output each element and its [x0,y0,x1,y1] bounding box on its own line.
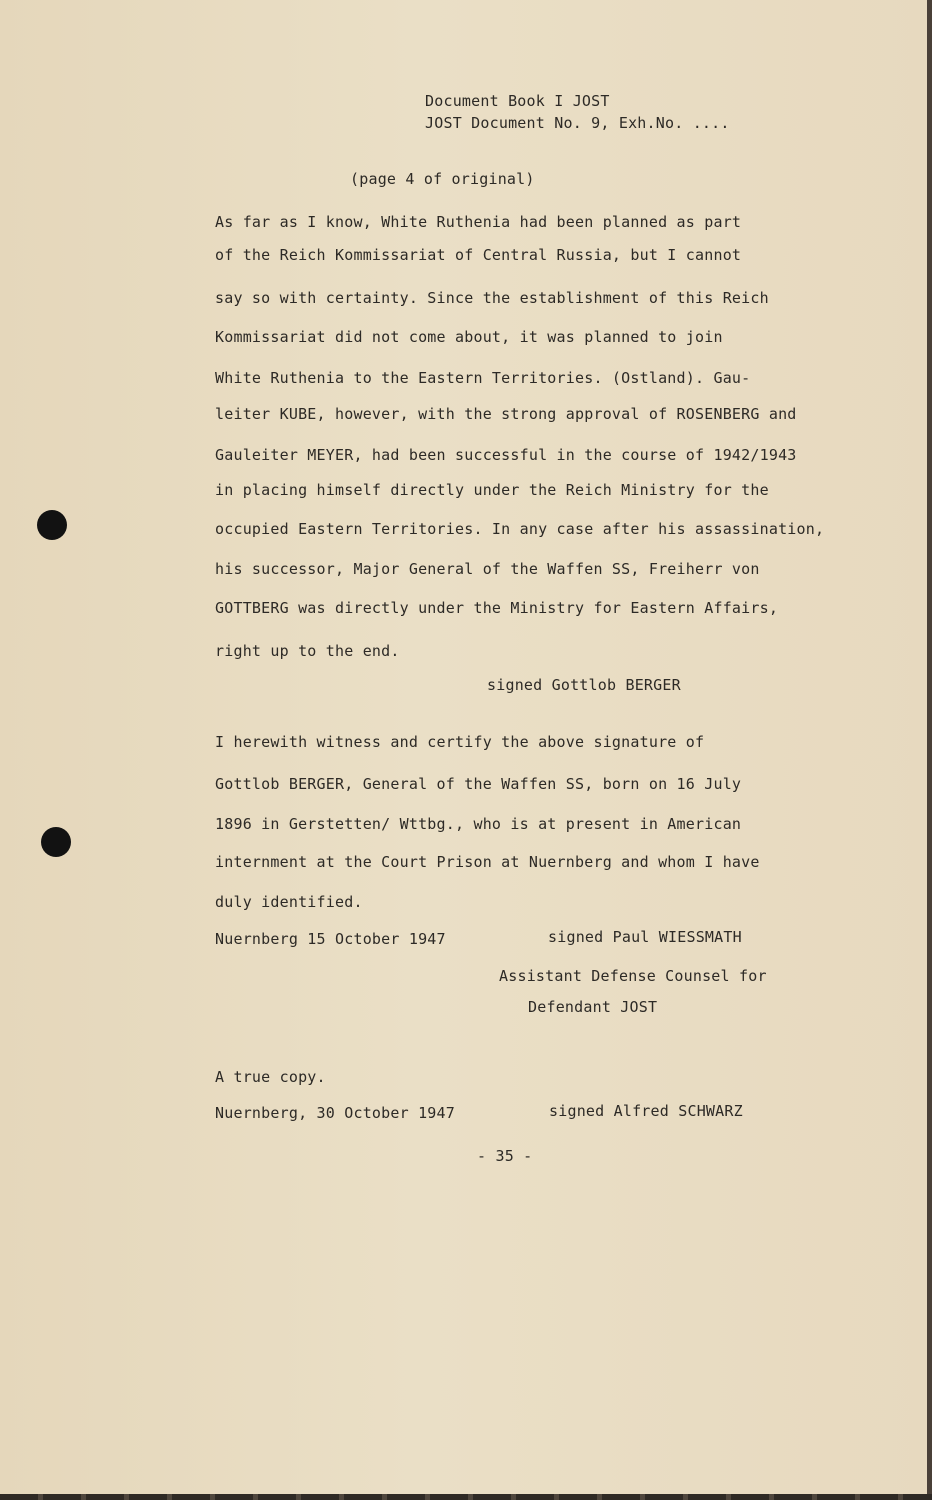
page-number: - 35 - [477,1147,533,1165]
body-line: in placing himself directly under the Reich Ministry for the [215,481,769,499]
witness-line: internment at the Court Prison at Nuernberg and whom I have [215,853,760,871]
punch-hole-icon [37,510,67,540]
counsel-title: Assistant Defense Counsel for [499,967,767,985]
exhibit-header: JOST Document No. 9, Exh.No. .... [425,114,730,132]
body-line: right up to the end. [215,642,400,660]
body-line: say so with certainty. Since the establishment of this Reich [215,289,769,307]
page-right-edge [927,0,932,1500]
witness-date: Nuernberg 15 October 1947 [215,930,446,948]
defendant-title: Defendant JOST [528,998,658,1016]
body-line: As far as I know, White Ruthenia had been planned as part [215,213,742,231]
body-line: occupied Eastern Territories. In any case after his assassination, [215,520,825,538]
copy-date: Nuernberg, 30 October 1947 [215,1104,455,1122]
body-line: Gauleiter MEYER, had been successful in the course of 1942/1943 [215,446,797,464]
witness-signature: signed Paul WIESSMATH [548,928,742,946]
punch-hole-icon [41,827,71,857]
body-line: of the Reich Kommissariat of Central Russia, but I cannot [215,246,742,264]
body-line: leiter KUBE, however, with the strong approval of ROSENBERG and [215,405,797,423]
witness-line: I herewith witness and certify the above signature of [215,733,705,751]
body-line: his successor, Major General of the Waffen SS, Freiherr von [215,560,760,578]
body-line: GOTTBERG was directly under the Ministry for Eastern Affairs, [215,599,779,617]
berger-signature: signed Gottlob BERGER [487,676,681,694]
copy-signature: signed Alfred SCHWARZ [549,1102,743,1120]
body-line: White Ruthenia to the Eastern Territories. (Ostland). Gau- [215,369,751,387]
body-line: Kommissariat did not come about, it was planned to join [215,328,723,346]
witness-line: duly identified. [215,893,363,911]
document-book-header: Document Book I JOST [425,92,610,110]
page-of-original: (page 4 of original) [350,170,535,188]
page-bottom-edge [0,1494,932,1500]
witness-line: Gottlob BERGER, General of the Waffen SS, born on 16 July [215,775,742,793]
witness-line: 1896 in Gerstetten/ Wttbg., who is at present in American [215,815,742,833]
true-copy-note: A true copy. [215,1068,326,1086]
